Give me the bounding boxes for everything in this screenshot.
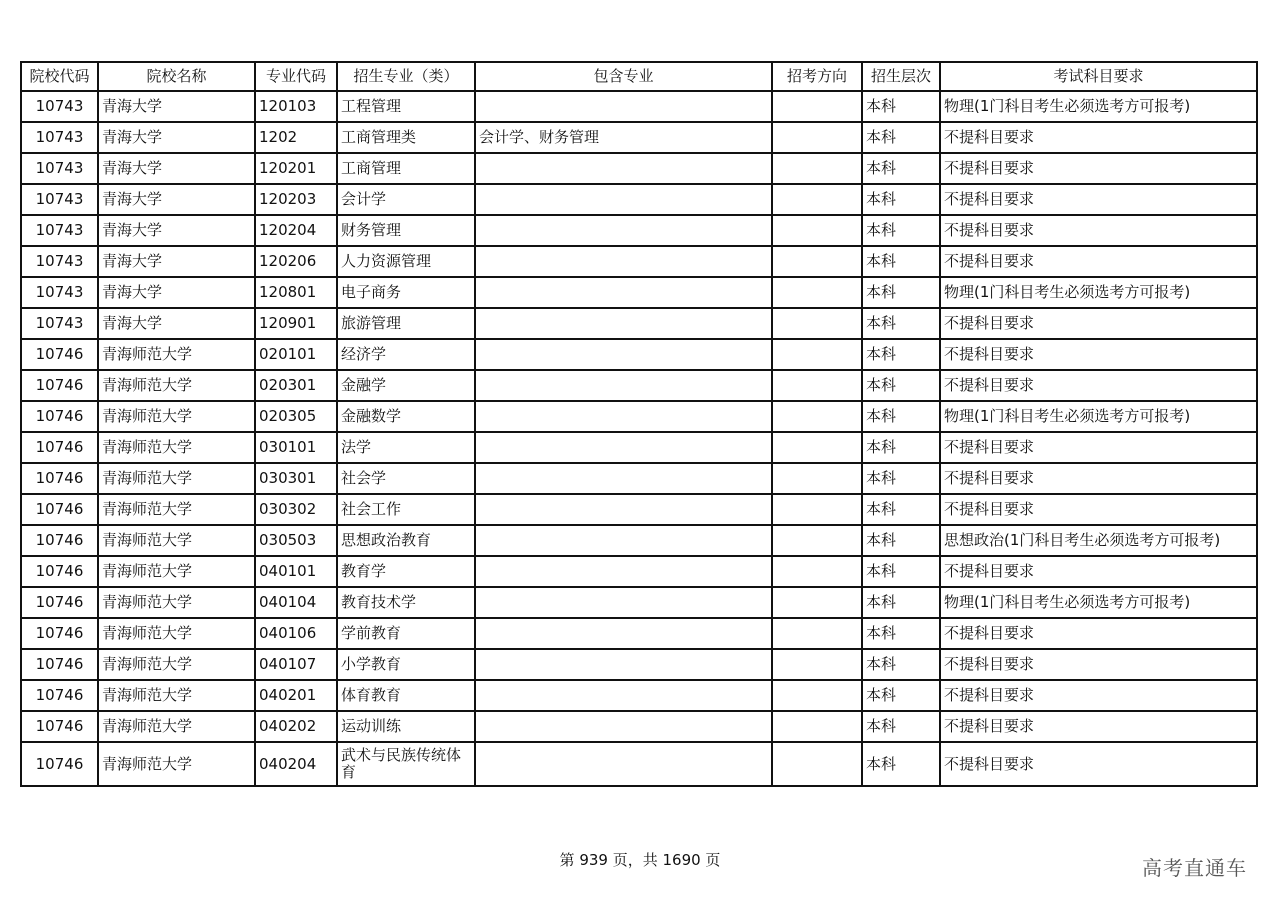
table-cell: 不提科目要求 — [940, 463, 1257, 494]
table-cell: 青海师范大学 — [98, 463, 255, 494]
table-cell: 040107 — [255, 649, 337, 680]
column-header: 院校代码 — [21, 62, 98, 91]
table-cell: 10743 — [21, 91, 98, 122]
table-cell: 青海师范大学 — [98, 370, 255, 401]
table-row — [21, 246, 1257, 277]
table-cell: 020305 — [255, 401, 337, 432]
table-cell: 本科 — [862, 525, 940, 556]
table-cell — [772, 339, 862, 370]
table-row — [21, 153, 1257, 184]
table-cell: 青海师范大学 — [98, 618, 255, 649]
table-cell: 本科 — [862, 556, 940, 587]
table-cell — [772, 153, 862, 184]
table-cell: 本科 — [862, 246, 940, 277]
table-cell: 青海师范大学 — [98, 432, 255, 463]
table-cell — [475, 525, 772, 556]
table-cell: 财务管理 — [337, 215, 475, 246]
table-cell: 10746 — [21, 556, 98, 587]
table-cell: 工程管理 — [337, 91, 475, 122]
table-cell: 10746 — [21, 339, 98, 370]
table-cell — [475, 153, 772, 184]
table-row — [21, 494, 1257, 525]
table-cell: 040204 — [255, 742, 337, 786]
table-cell: 会计学、财务管理 — [475, 122, 772, 153]
table-row — [21, 277, 1257, 308]
table-cell: 青海师范大学 — [98, 556, 255, 587]
table-cell: 不提科目要求 — [940, 742, 1257, 786]
table-cell: 工商管理 — [337, 153, 475, 184]
table-cell: 物理(1门科目考生必须选考方可报考) — [940, 277, 1257, 308]
table-cell — [475, 277, 772, 308]
table-cell: 10746 — [21, 680, 98, 711]
table-cell — [772, 742, 862, 786]
table-cell: 040104 — [255, 587, 337, 618]
table-row — [21, 401, 1257, 432]
table-cell: 本科 — [862, 463, 940, 494]
table-cell — [475, 494, 772, 525]
table-cell: 10746 — [21, 525, 98, 556]
table-cell: 青海大学 — [98, 184, 255, 215]
table-cell: 030302 — [255, 494, 337, 525]
table-cell — [475, 401, 772, 432]
table-cell — [772, 494, 862, 525]
table-cell: 青海大学 — [98, 215, 255, 246]
table-row — [21, 680, 1257, 711]
table-cell: 不提科目要求 — [940, 246, 1257, 277]
table-cell: 10746 — [21, 432, 98, 463]
table-cell: 青海师范大学 — [98, 711, 255, 742]
table-cell: 10746 — [21, 618, 98, 649]
table-cell — [772, 246, 862, 277]
table-cell: 030101 — [255, 432, 337, 463]
table-cell: 040202 — [255, 711, 337, 742]
table-cell: 青海大学 — [98, 308, 255, 339]
table-cell: 120203 — [255, 184, 337, 215]
table-cell — [475, 184, 772, 215]
table-body — [21, 91, 1257, 786]
table-cell: 不提科目要求 — [940, 184, 1257, 215]
table-cell: 10743 — [21, 153, 98, 184]
table-cell: 青海大学 — [98, 153, 255, 184]
column-header: 院校名称 — [98, 62, 255, 91]
table-cell: 040106 — [255, 618, 337, 649]
table-row — [21, 184, 1257, 215]
table-cell: 物理(1门科目考生必须选考方可报考) — [940, 91, 1257, 122]
table-row — [21, 618, 1257, 649]
table-cell: 学前教育 — [337, 618, 475, 649]
table-cell: 本科 — [862, 122, 940, 153]
table-cell: 金融数学 — [337, 401, 475, 432]
table-row — [21, 649, 1257, 680]
table-cell: 120206 — [255, 246, 337, 277]
table-cell: 020301 — [255, 370, 337, 401]
table-row — [21, 742, 1257, 786]
table-cell: 10743 — [21, 308, 98, 339]
table-cell: 经济学 — [337, 339, 475, 370]
table-cell: 10743 — [21, 246, 98, 277]
watermark: 高考直通车 — [1142, 856, 1247, 880]
table-cell: 思想政治(1门科目考生必须选考方可报考) — [940, 525, 1257, 556]
table-cell: 物理(1门科目考生必须选考方可报考) — [940, 401, 1257, 432]
table-cell: 青海大学 — [98, 246, 255, 277]
table-cell: 不提科目要求 — [940, 649, 1257, 680]
table-cell: 金融学 — [337, 370, 475, 401]
table-cell: 青海大学 — [98, 122, 255, 153]
table-cell — [475, 680, 772, 711]
table-cell: 10746 — [21, 649, 98, 680]
table-cell — [772, 649, 862, 680]
table-cell — [772, 308, 862, 339]
table-cell: 工商管理类 — [337, 122, 475, 153]
table-cell: 不提科目要求 — [940, 153, 1257, 184]
table-row — [21, 370, 1257, 401]
table-cell — [475, 463, 772, 494]
table-cell: 120801 — [255, 277, 337, 308]
table-cell: 本科 — [862, 401, 940, 432]
table-cell — [475, 339, 772, 370]
table-cell — [475, 91, 772, 122]
column-header: 招生层次 — [862, 62, 940, 91]
table-cell: 不提科目要求 — [940, 432, 1257, 463]
table-cell: 青海师范大学 — [98, 339, 255, 370]
table-cell: 10746 — [21, 742, 98, 786]
table-header-row — [21, 62, 1257, 91]
table-cell: 青海师范大学 — [98, 494, 255, 525]
table-cell: 1202 — [255, 122, 337, 153]
table-cell: 不提科目要求 — [940, 711, 1257, 742]
table-cell: 本科 — [862, 711, 940, 742]
table-cell: 青海师范大学 — [98, 680, 255, 711]
table-row — [21, 587, 1257, 618]
table-cell — [772, 587, 862, 618]
table-cell: 教育技术学 — [337, 587, 475, 618]
table-cell — [475, 587, 772, 618]
table-cell — [772, 556, 862, 587]
column-header: 考试科目要求 — [940, 62, 1257, 91]
table-cell: 10746 — [21, 370, 98, 401]
table-cell: 本科 — [862, 680, 940, 711]
table-cell: 本科 — [862, 308, 940, 339]
table-row — [21, 122, 1257, 153]
table-cell: 小学教育 — [337, 649, 475, 680]
table-cell — [475, 649, 772, 680]
table-cell: 体育教育 — [337, 680, 475, 711]
table-cell: 人力资源管理 — [337, 246, 475, 277]
table-cell — [475, 618, 772, 649]
table-cell: 本科 — [862, 494, 940, 525]
table-row — [21, 711, 1257, 742]
table-cell: 本科 — [862, 277, 940, 308]
table-cell — [772, 215, 862, 246]
table-cell: 青海师范大学 — [98, 401, 255, 432]
table-cell: 思想政治教育 — [337, 525, 475, 556]
column-header: 包含专业 — [475, 62, 772, 91]
table-cell: 不提科目要求 — [940, 556, 1257, 587]
table-cell: 120103 — [255, 91, 337, 122]
table-cell: 青海大学 — [98, 91, 255, 122]
page-number: 第 939 页，共 1690 页 — [559, 851, 721, 869]
table-cell — [772, 680, 862, 711]
table-cell: 本科 — [862, 184, 940, 215]
table-cell: 青海大学 — [98, 277, 255, 308]
table-cell: 040101 — [255, 556, 337, 587]
table-cell: 本科 — [862, 618, 940, 649]
table-cell — [475, 742, 772, 786]
table-cell: 10743 — [21, 277, 98, 308]
table-cell: 020101 — [255, 339, 337, 370]
table-cell: 10743 — [21, 184, 98, 215]
column-header: 招考方向 — [772, 62, 862, 91]
table-cell: 120204 — [255, 215, 337, 246]
table-cell: 本科 — [862, 339, 940, 370]
table-cell: 物理(1门科目考生必须选考方可报考) — [940, 587, 1257, 618]
table-row — [21, 432, 1257, 463]
table-cell: 10746 — [21, 463, 98, 494]
table-cell: 不提科目要求 — [940, 308, 1257, 339]
table-cell: 法学 — [337, 432, 475, 463]
table-cell: 社会工作 — [337, 494, 475, 525]
table-cell: 10746 — [21, 711, 98, 742]
table-cell — [772, 525, 862, 556]
table-cell — [475, 556, 772, 587]
table-cell — [772, 618, 862, 649]
table-cell: 不提科目要求 — [940, 339, 1257, 370]
table-row — [21, 91, 1257, 122]
table-cell — [475, 308, 772, 339]
table-cell: 本科 — [862, 587, 940, 618]
table-cell: 会计学 — [337, 184, 475, 215]
table-cell: 本科 — [862, 215, 940, 246]
table-cell: 10743 — [21, 122, 98, 153]
table-cell: 本科 — [862, 742, 940, 786]
table-cell: 旅游管理 — [337, 308, 475, 339]
table-cell — [772, 711, 862, 742]
table-cell: 120201 — [255, 153, 337, 184]
table-cell: 本科 — [862, 370, 940, 401]
table-cell: 030503 — [255, 525, 337, 556]
table-cell: 青海师范大学 — [98, 525, 255, 556]
table-cell: 运动训练 — [337, 711, 475, 742]
table-cell: 10746 — [21, 587, 98, 618]
table-cell: 不提科目要求 — [940, 494, 1257, 525]
table-cell: 不提科目要求 — [940, 215, 1257, 246]
table-cell: 青海师范大学 — [98, 587, 255, 618]
table-cell — [772, 401, 862, 432]
table-cell: 不提科目要求 — [940, 680, 1257, 711]
table-cell: 教育学 — [337, 556, 475, 587]
table-cell: 不提科目要求 — [940, 370, 1257, 401]
table-row — [21, 339, 1257, 370]
table-cell — [772, 370, 862, 401]
table-cell — [772, 91, 862, 122]
table-cell — [772, 463, 862, 494]
table-cell — [475, 711, 772, 742]
table-cell: 10743 — [21, 215, 98, 246]
table-cell: 10746 — [21, 401, 98, 432]
table-cell: 本科 — [862, 91, 940, 122]
table-cell — [772, 432, 862, 463]
table-cell — [772, 277, 862, 308]
table-cell: 本科 — [862, 649, 940, 680]
table-cell — [475, 432, 772, 463]
table-cell — [475, 246, 772, 277]
table-row — [21, 525, 1257, 556]
table-cell: 本科 — [862, 432, 940, 463]
table-row — [21, 215, 1257, 246]
column-header: 专业代码 — [255, 62, 337, 91]
table-cell: 不提科目要求 — [940, 618, 1257, 649]
table-cell — [475, 370, 772, 401]
table-cell: 030301 — [255, 463, 337, 494]
table-cell: 040201 — [255, 680, 337, 711]
table-cell — [772, 122, 862, 153]
table-cell: 不提科目要求 — [940, 122, 1257, 153]
table-cell: 本科 — [862, 153, 940, 184]
table-row — [21, 308, 1257, 339]
table-cell: 武术与民族传统体育 — [337, 742, 475, 786]
table-cell: 社会学 — [337, 463, 475, 494]
table-cell — [475, 215, 772, 246]
admissions-table — [20, 61, 1258, 787]
table-row — [21, 463, 1257, 494]
table-cell: 电子商务 — [337, 277, 475, 308]
column-header: 招生专业（类） — [337, 62, 475, 91]
table-cell: 120901 — [255, 308, 337, 339]
table-cell: 青海师范大学 — [98, 649, 255, 680]
table-cell: 10746 — [21, 494, 98, 525]
table-cell — [772, 184, 862, 215]
table-row — [21, 556, 1257, 587]
table-cell: 青海师范大学 — [98, 742, 255, 786]
